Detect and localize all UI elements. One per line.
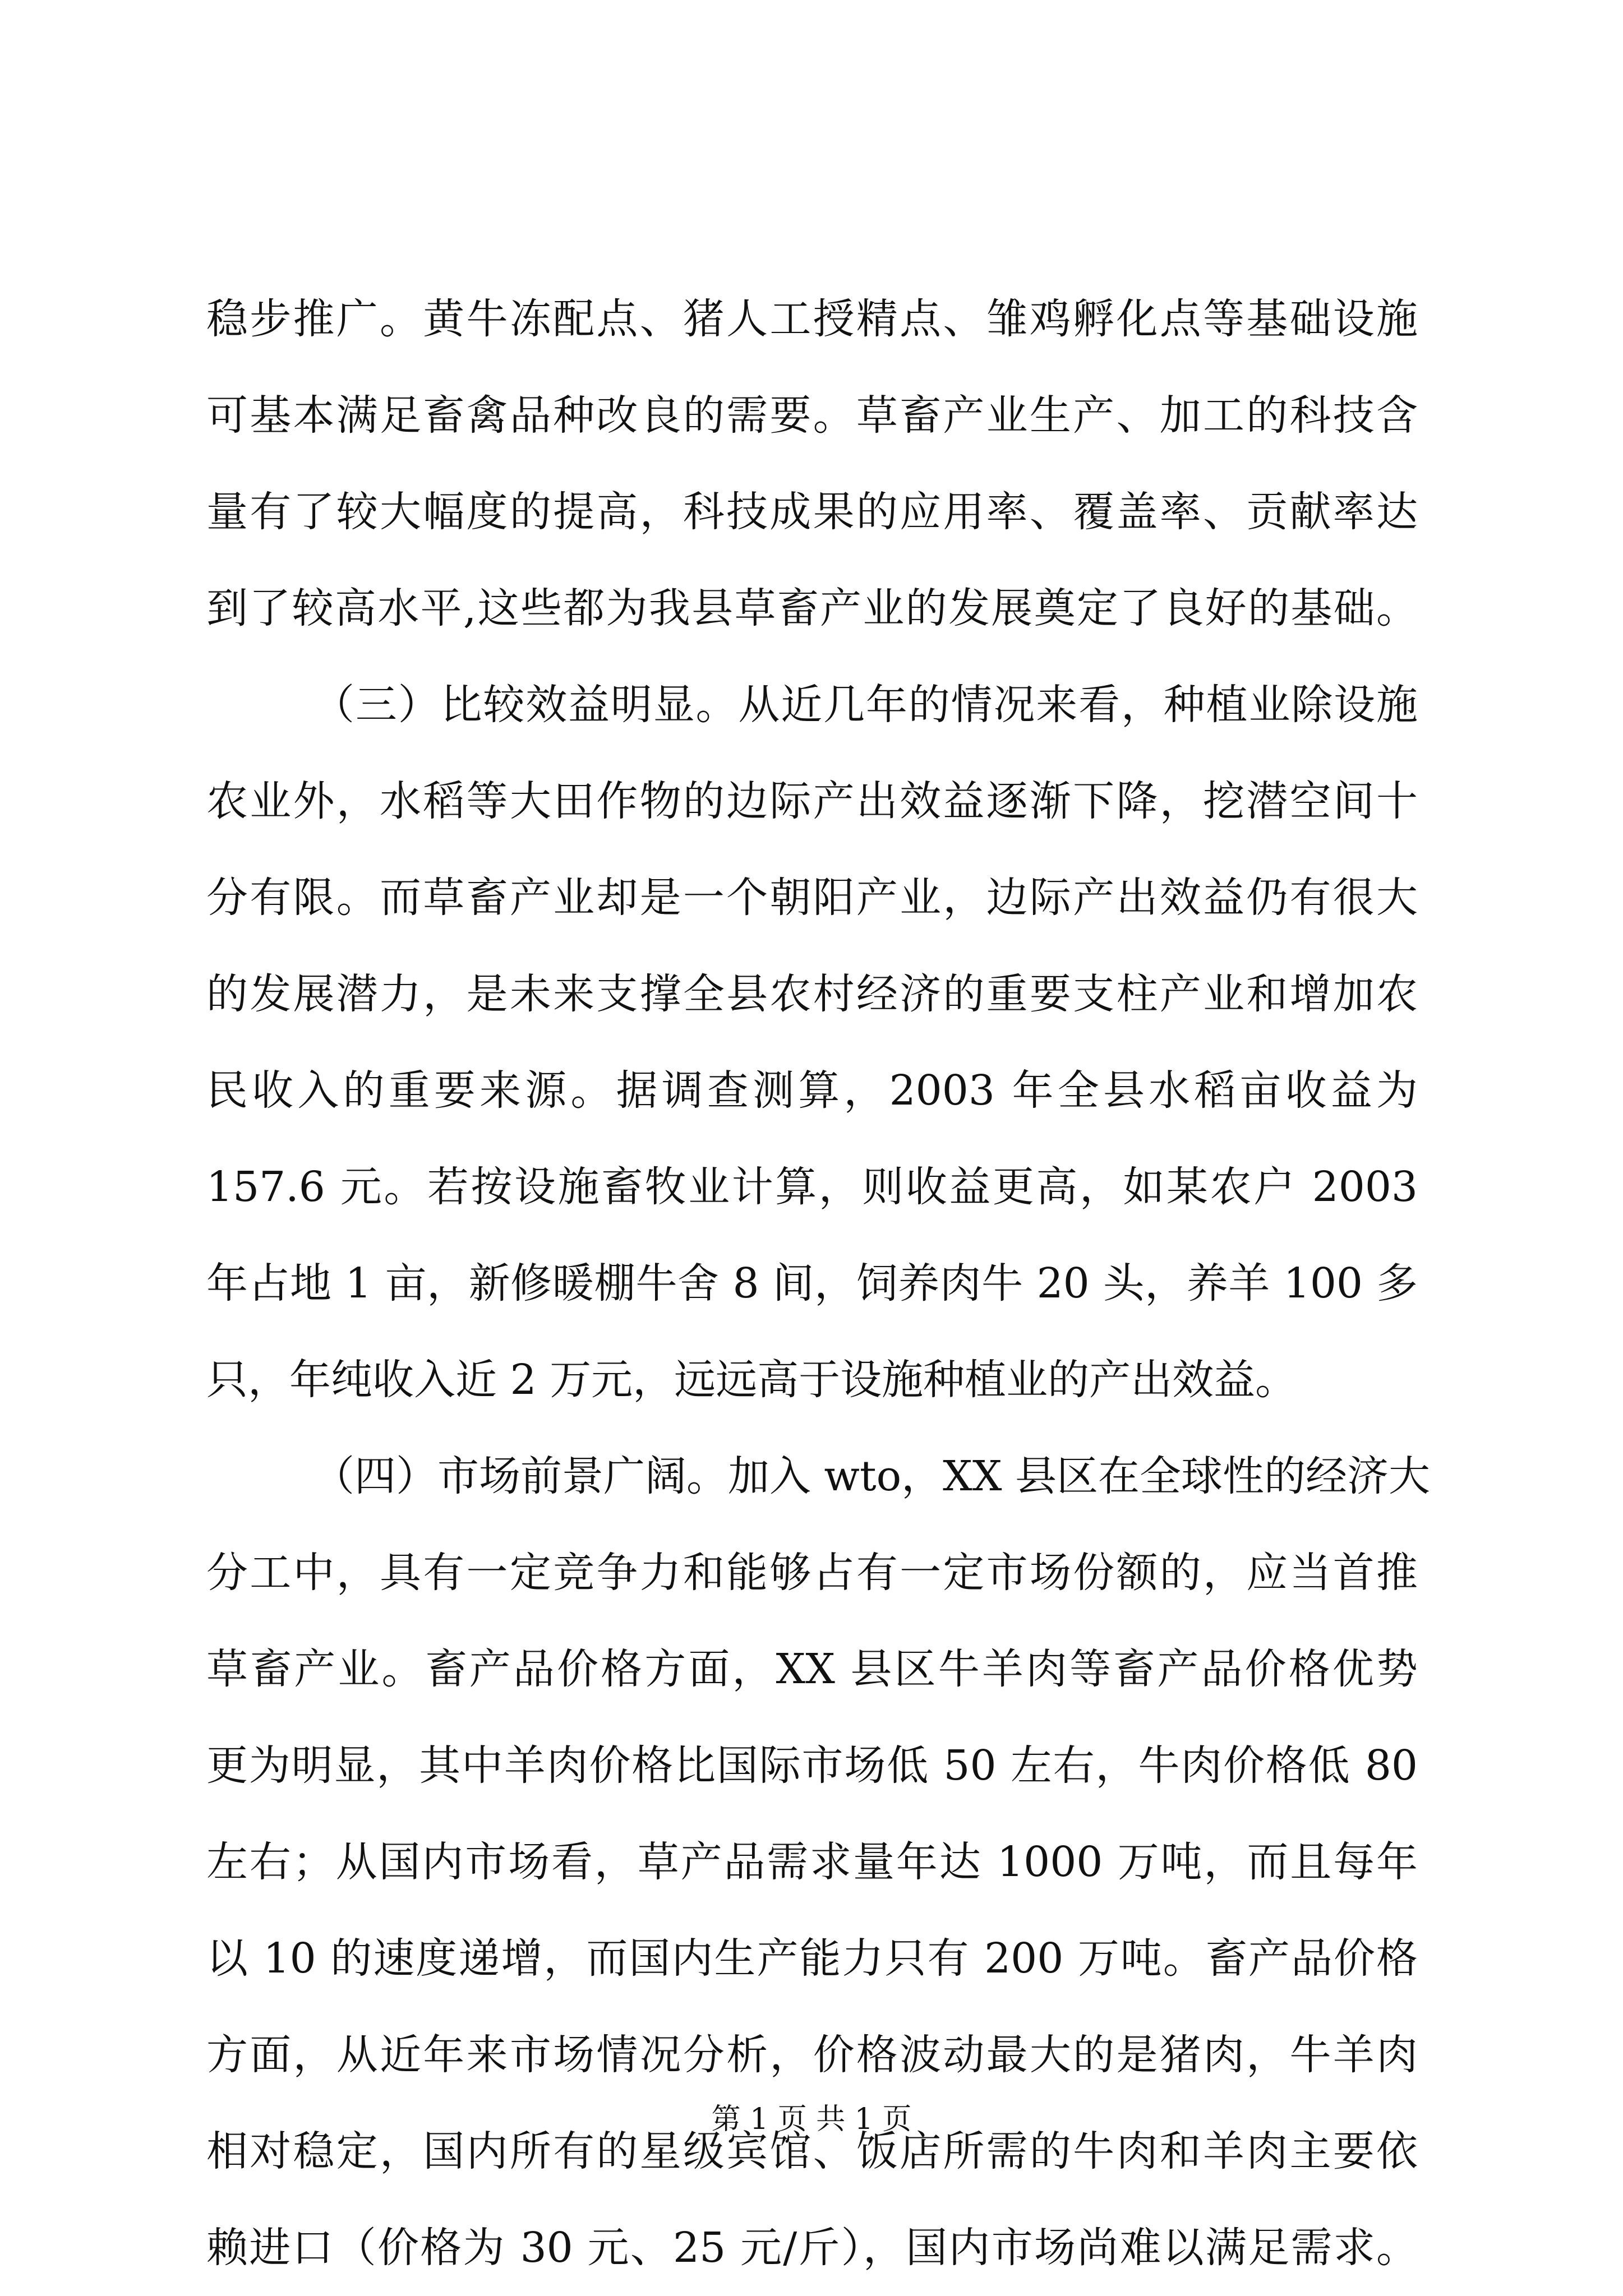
document-body xyxy=(206,271,1431,2296)
text-line: 到了较高水平,这些都为我县草畜产业的发展奠定了良好的基础。 xyxy=(206,584,1418,632)
text-line: 民收入的重要来源。据调查测算，2003 年全县水稻亩收益为 xyxy=(206,1066,1418,1115)
text-line: 分工中，具有一定竞争力和能够占有一定市场份额的，应当首推 xyxy=(206,1549,1418,1597)
text-line: 以 10 的速度递增，而国内生产能力只有 200 万吨。畜产品价格 xyxy=(206,1934,1418,1983)
text-line: 157.6 元。若按设施畜牧业计算，则收益更高，如某农户 2003 xyxy=(206,1163,1418,1211)
text-line: 方面，从近年来市场情况分析，价格波动最大的是猪肉，牛羊肉 xyxy=(206,2031,1418,2079)
text-line: 左右；从国内市场看，草产品需求量年达 1000 万吨，而且每年 xyxy=(206,1838,1418,1886)
text-line: 稳步推广。黄牛冻配点、猪人工授精点、雏鸡孵化点等基础设施 xyxy=(206,295,1418,343)
text-line: 草畜产业。畜产品价格方面，XX 县区牛羊肉等畜产品价格优势 xyxy=(206,1645,1418,1693)
page-footer xyxy=(0,2097,1623,2142)
section-heading-line: （三）比较效益明显。从近几年的情况来看，种植业除设施 xyxy=(313,681,1418,729)
text-line: 量有了较大幅度的提高，科技成果的应用率、覆盖率、贡献率达 xyxy=(206,488,1418,536)
text-line: 相对稳定，国内所有的星级宾馆、饭店所需的牛肉和羊肉主要依 xyxy=(206,2127,1418,2175)
text-line: 只，年纯收入近 2 万元，远远高于设施种植业的产出效益。 xyxy=(206,1356,1297,1404)
section-heading-line: （四）市场前景广阔。加入 wto，XX 县区在全球性的经济大 xyxy=(313,1452,1431,1500)
text-line: 更为明显，其中羊肉价格比国际市场低 50 左右，牛肉价格低 80 xyxy=(206,1741,1418,1790)
text-line: 分有限。而草畜产业却是一个朝阳产业，边际产出效益仍有很大 xyxy=(206,874,1418,922)
text-line: 年占地 1 亩，新修暖棚牛舍 8 间，饲养肉牛 20 头，养羊 100 多 xyxy=(206,1259,1418,1308)
text-line: 可基本满足畜禽品种改良的需要。草畜产业生产、加工的科技含 xyxy=(206,391,1418,440)
text-line: 农业外，水稻等大田作物的边际产出效益逐渐下降，挖潜空间十 xyxy=(206,777,1418,825)
text-line: 赖进口（价格为 30 元、25 元/斤），国内市场尚难以满足需求。 xyxy=(206,2224,1418,2272)
text-line: 的发展潜力，是未来支撑全县农村经济的重要支柱产业和增加农 xyxy=(206,970,1418,1018)
page-number-label: 第 1 页 共 1 页 xyxy=(711,2103,912,2136)
